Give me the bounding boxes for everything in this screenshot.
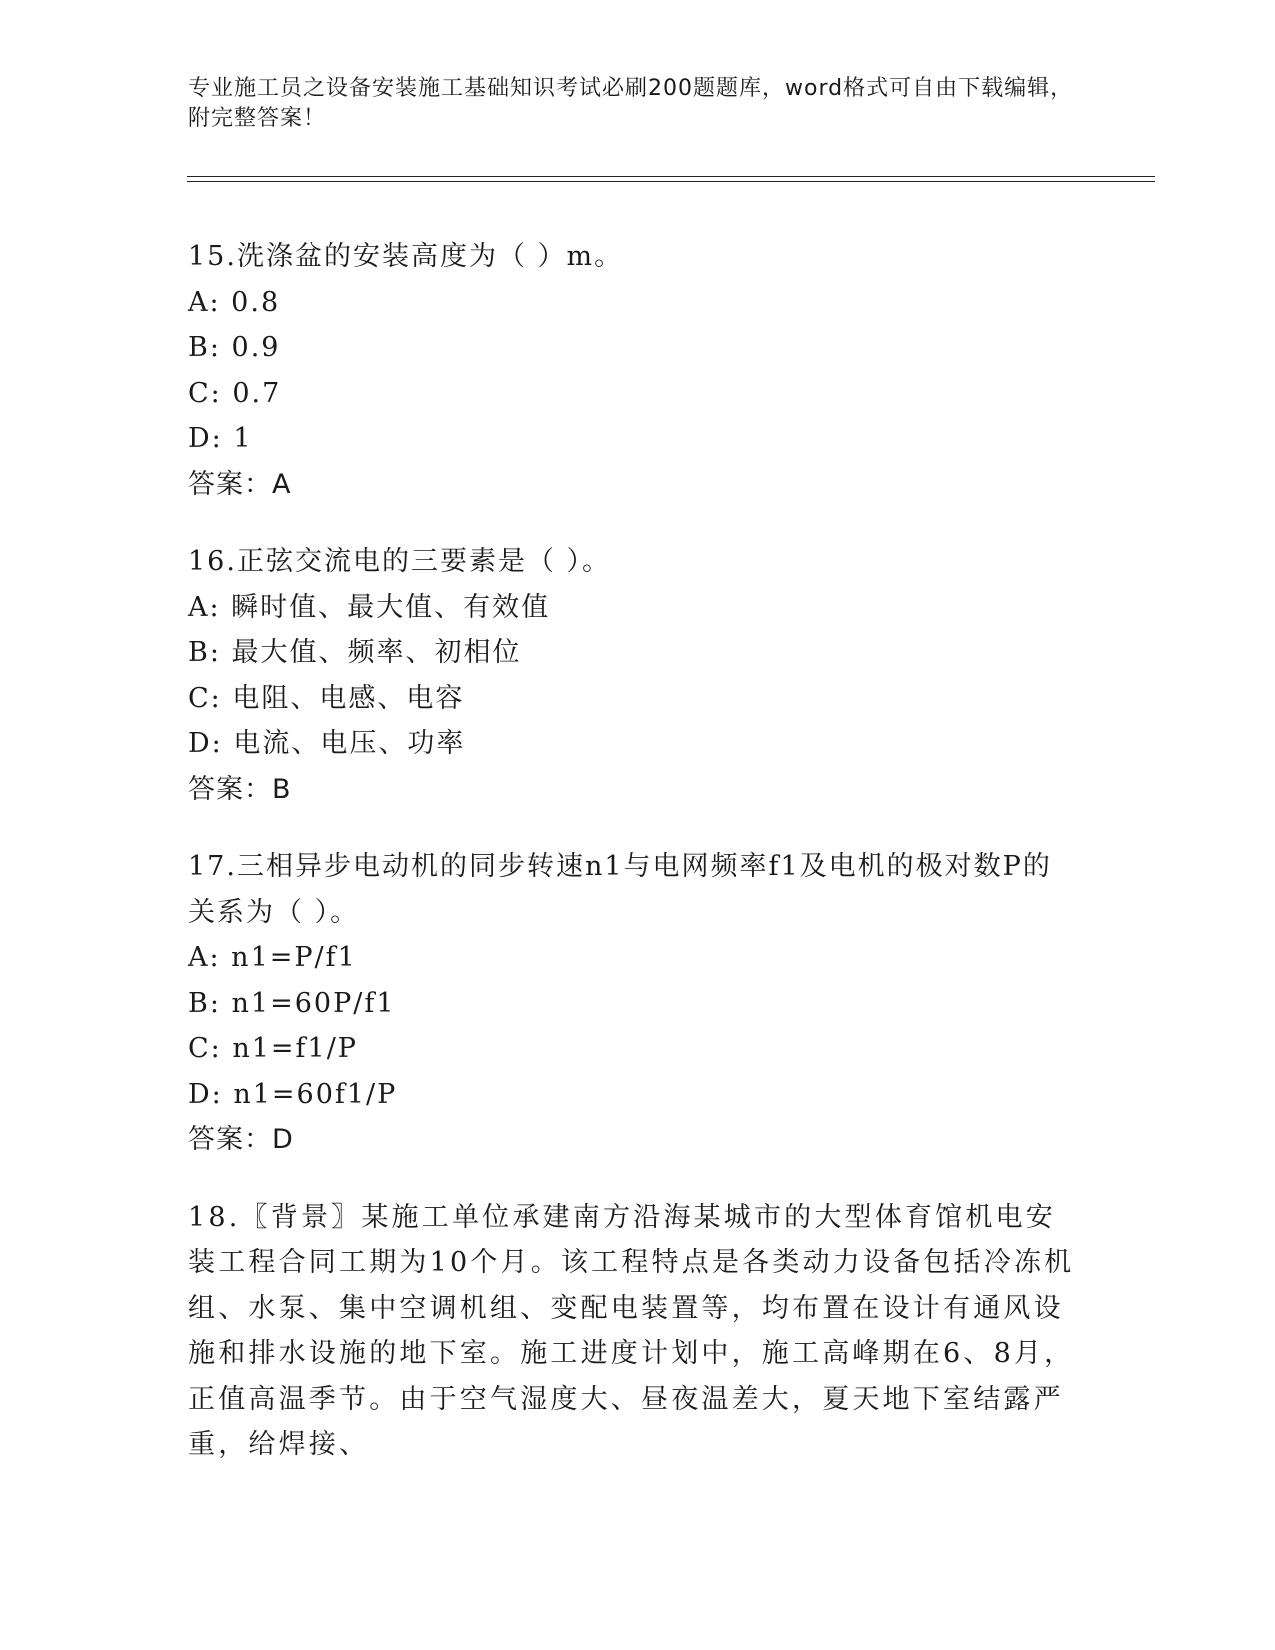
option-d: D: n1=60f1/P [188, 1078, 398, 1110]
question-18 [188, 1195, 1078, 1468]
answer-label: 答案：B [188, 773, 292, 805]
option-a: A: n1=P/f1 [188, 942, 357, 973]
question-list [188, 234, 1078, 1500]
option-d: D: 电流、电压、功率 [188, 728, 466, 759]
option-c: C: 电阻、电感、电容 [188, 682, 465, 714]
question-stem: 15.洗涤盆的安装高度为（ ）m。 [188, 241, 624, 272]
option-b: B: 0.9 [188, 332, 281, 363]
option-d: D: 1 [188, 423, 253, 454]
option-a: A: 瞬时值、最大值、有效值 [188, 591, 551, 623]
answer-label: 答案：A [188, 468, 292, 500]
option-c: C: 0.7 [188, 377, 282, 409]
option-a: A: 0.8 [188, 286, 281, 318]
header-divider-top [187, 176, 1155, 177]
header-divider-bottom [187, 181, 1155, 182]
answer-label: 答案：D [188, 1124, 294, 1155]
question-stem: 17.三相异步电动机的同步转速n1与电网频率f1及电机的极对数P的关系为（ ）。 [188, 851, 1052, 928]
question-15 [188, 234, 1078, 507]
option-b: B: n1=60P/f1 [188, 987, 396, 1019]
option-b: B: 最大值、频率、初相位 [188, 637, 522, 668]
background-case-text: 18.〖背景〗某施工单位承建南方沿海某城市的大型体育馆机电安装工程合同工期为10个月。该工程特点是各类动力设备包括冷冻机组、水泵、集中空调机组、变配电装置等，均布置在设计有通风设施和排水设施的地下室。施工进度计划中，施工高峰期在6、8月，正值高温季节。由于空气湿度大、昼夜温差大，夏天地下室结露严重，给焊接、 [188, 1201, 1075, 1460]
document-header: 专业施工员之设备安装施工基础知识考试必刷200题题库，word格式可自由下载编辑，附完整答案！ [188, 76, 1074, 131]
option-c: C: n1=f1/P [188, 1033, 358, 1064]
question-17 [188, 844, 1078, 1163]
question-stem: 16.正弦交流电的三要素是（ ）。 [188, 546, 612, 577]
question-16 [188, 539, 1078, 812]
